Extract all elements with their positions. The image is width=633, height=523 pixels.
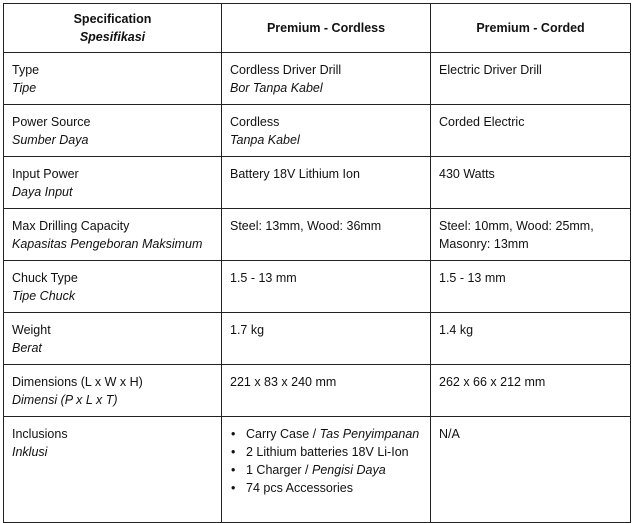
header-cordless: Premium - Cordless [222, 4, 431, 53]
value: Steel: 13mm, Wood: 36mm [230, 219, 382, 233]
row-label [4, 417, 222, 523]
cordless-cell [222, 157, 431, 209]
corded-cell [431, 261, 631, 313]
inclusions-list [230, 425, 422, 497]
table-row-weight [4, 313, 631, 365]
label-id: Inklusi [12, 445, 48, 459]
row-label [4, 313, 222, 365]
table-row-inclusions [4, 417, 631, 523]
corded-cell [431, 157, 631, 209]
corded-cell [431, 53, 631, 105]
list-item [242, 443, 422, 461]
table-row-type [4, 53, 631, 105]
value-id: Tanpa Kabel [230, 133, 300, 147]
row-label [4, 53, 222, 105]
header-spec-en: Specification [73, 12, 152, 26]
value: 221 x 83 x 240 mm [230, 375, 337, 389]
label-id: Tipe Chuck [12, 289, 76, 303]
value: 430 Watts [439, 167, 495, 181]
label-en: Weight [12, 323, 51, 337]
row-label [4, 365, 222, 417]
header-spec-id: Spesifikasi [79, 30, 146, 44]
label-id: Berat [12, 341, 42, 355]
label-en: Max Drilling Capacity [12, 219, 130, 233]
cordless-cell [222, 209, 431, 261]
table-header-row [4, 4, 631, 53]
label-id: Dimensi (P x L x T) [12, 393, 118, 407]
corded-cell [431, 105, 631, 157]
value: Corded Electric [439, 115, 525, 129]
label-en: Inclusions [12, 427, 68, 441]
cordless-cell [222, 261, 431, 313]
value: 1.7 kg [230, 323, 265, 337]
row-label [4, 209, 222, 261]
table-row-dimensions [4, 365, 631, 417]
value: 1.5 - 13 mm [230, 271, 297, 285]
table-row-chuck-type [4, 261, 631, 313]
table-row-input-power [4, 157, 631, 209]
label-id: Sumber Daya [12, 133, 89, 147]
header-corded: Premium - Corded [431, 4, 631, 53]
label-id: Daya Input [12, 185, 73, 199]
list-item [242, 425, 422, 443]
label-en: Chuck Type [12, 271, 78, 285]
table-row-power-source [4, 105, 631, 157]
value-line-2: Masonry: 13mm [439, 237, 529, 251]
value: Electric Driver Drill [439, 63, 542, 77]
cordless-cell [222, 313, 431, 365]
label-en: Power Source [12, 115, 91, 129]
value-line-1: Steel: 10mm, Wood: 25mm, [439, 219, 594, 233]
label-id: Tipe [12, 81, 37, 95]
value: 1.4 kg [439, 323, 474, 337]
corded-cell [431, 417, 631, 523]
value-id: Bor Tanpa Kabel [230, 81, 323, 95]
row-label [4, 105, 222, 157]
cordless-cell [222, 53, 431, 105]
row-label [4, 157, 222, 209]
row-label [4, 261, 222, 313]
specification-table [3, 3, 631, 523]
label-id: Kapasitas Pengeboran Maksimum [12, 237, 203, 251]
value-en: Cordless Driver Drill [230, 63, 342, 77]
header-specification [4, 4, 222, 53]
item-id: Pengisi Daya [312, 463, 386, 477]
corded-cell [431, 365, 631, 417]
cordless-cell [222, 417, 431, 523]
table-row-drilling-capacity [4, 209, 631, 261]
cordless-cell [222, 365, 431, 417]
label-en: Dimensions (L x W x H) [12, 375, 143, 389]
value: 262 x 66 x 212 mm [439, 375, 546, 389]
value: 1.5 - 13 mm [439, 271, 506, 285]
item-en: 2 Lithium batteries 18V Li-Ion [246, 445, 409, 459]
corded-cell [431, 209, 631, 261]
item-en: Carry Case / [246, 427, 320, 441]
value-en: Cordless [230, 115, 280, 129]
value: Battery 18V Lithium Ion [230, 167, 360, 181]
list-item [242, 479, 422, 497]
list-item [242, 461, 422, 479]
item-en: 74 pcs Accessories [246, 481, 353, 495]
item-id: Tas Penyimpanan [319, 427, 420, 441]
item-en: 1 Charger / [246, 463, 313, 477]
value: N/A [439, 427, 460, 441]
cordless-cell [222, 105, 431, 157]
corded-cell [431, 313, 631, 365]
label-en: Type [12, 63, 40, 77]
label-en: Input Power [12, 167, 79, 181]
